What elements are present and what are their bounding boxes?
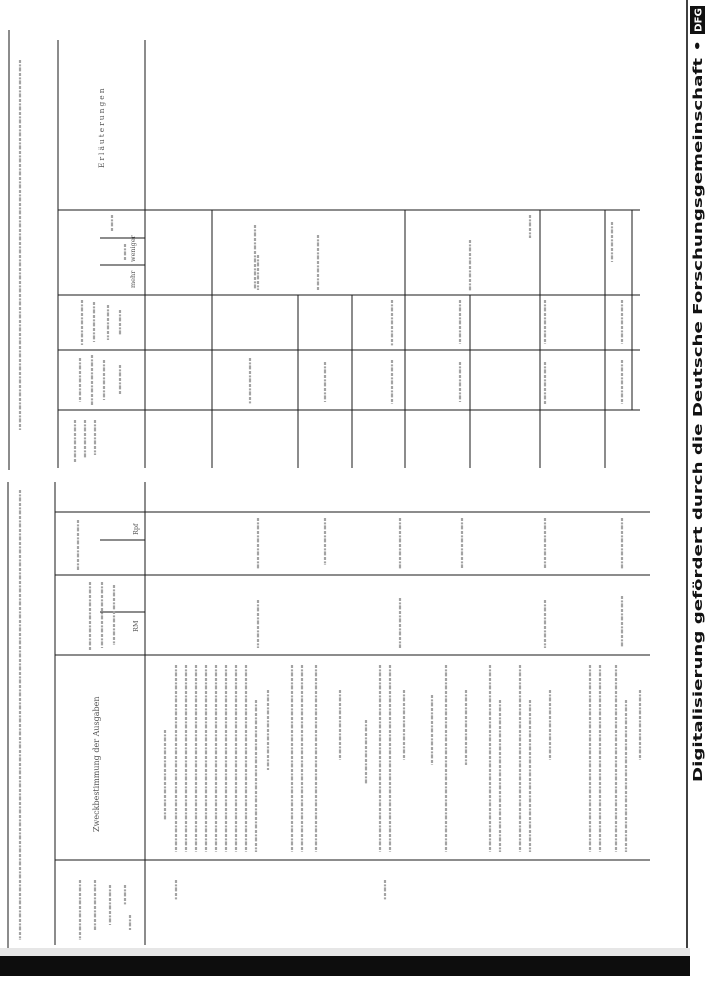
currency-unit-label: RM bbox=[132, 620, 140, 632]
remarks-column-header: Erläuterungen bbox=[97, 86, 106, 168]
cents-unit-label: Rpf bbox=[132, 523, 140, 535]
illegible-print-area bbox=[20, 60, 640, 940]
purpose-column-header: Zweckbestimmung der Ausgaben bbox=[92, 696, 101, 832]
dfg-logo: DFG bbox=[693, 8, 705, 32]
less-column-header: weniger bbox=[129, 235, 137, 262]
more-column-header: mehr bbox=[129, 270, 137, 288]
lower-page-table bbox=[55, 482, 650, 945]
scan-bottom-band bbox=[0, 956, 690, 976]
scan-bottom-shadow bbox=[0, 948, 690, 956]
upper-page-table bbox=[58, 40, 640, 468]
dfg-banner-text: Digitalisierung gefördert durch die Deutsche Forschungsgemeinschaft • bbox=[690, 272, 705, 782]
dfg-banner bbox=[690, 6, 705, 782]
